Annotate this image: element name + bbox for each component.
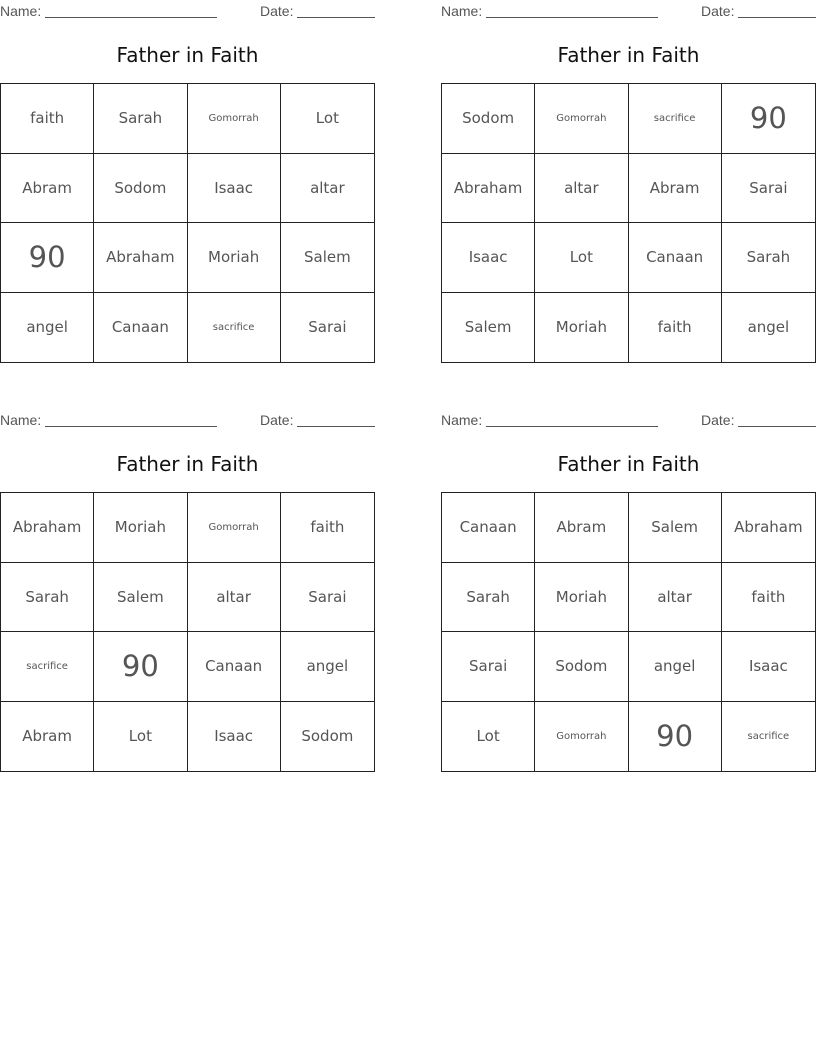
grid-cell: Sarah: [722, 223, 815, 293]
name-blank-line: [486, 426, 658, 427]
grid-cell: Abraham: [722, 493, 815, 563]
grid-cell: Moriah: [535, 563, 628, 633]
grid-cell: Sarai: [442, 632, 535, 702]
grid-cell: Abram: [629, 154, 722, 224]
grid-cell: altar: [535, 154, 628, 224]
card-header: [441, 412, 816, 428]
card-title: Father in Faith: [116, 43, 259, 67]
grid-cell: Canaan: [629, 223, 722, 293]
card-header: [441, 3, 816, 19]
bingo-card: [441, 409, 816, 774]
bingo-card: [0, 0, 375, 365]
grid-cell: angel: [747, 318, 790, 337]
date-label: Date:: [701, 3, 735, 19]
grid-cell: altar: [281, 154, 374, 224]
grid-cell: Sarai: [281, 563, 374, 633]
grid-cell: angel: [1, 293, 94, 363]
grid-cell: Abraham: [1, 493, 94, 563]
name-blank-line: [45, 17, 217, 18]
grid-cell: Moriah: [94, 493, 187, 563]
grid-cell: Sodom: [442, 84, 535, 154]
date-label: Date:: [260, 3, 294, 19]
grid-cell: faith: [1, 84, 94, 154]
grid-cell: sacrifice: [1, 632, 94, 702]
grid-cell: Lot: [535, 223, 628, 293]
bingo-grid: [0, 492, 375, 772]
grid-cell: Moriah: [535, 293, 628, 363]
grid-cell: Canaan: [442, 493, 535, 563]
card-title: Father in Faith: [557, 452, 700, 476]
grid-cell: Salem: [629, 493, 722, 563]
grid-cell: Gomorrah: [188, 84, 281, 154]
grid-cell: Sarah: [94, 84, 187, 154]
grid-cell: Gomorrah: [535, 702, 628, 772]
grid-cell: 90: [94, 632, 187, 702]
grid-cell: Canaan: [94, 293, 187, 363]
grid-cell: Sodom: [94, 154, 187, 224]
bingo-grid: [441, 492, 816, 772]
grid-cell: Salem: [442, 293, 535, 363]
date-blank-line: [297, 426, 375, 427]
grid-cell: Isaac: [188, 154, 281, 224]
grid-cell: altar: [188, 563, 281, 633]
grid-cell: Moriah: [188, 223, 281, 293]
grid-cell: sacrifice: [629, 84, 722, 154]
grid-cell: Gomorrah: [535, 84, 628, 154]
name-label: Name:: [441, 3, 483, 19]
grid-cell: Sarah: [1, 563, 94, 633]
bingo-card: [441, 0, 816, 365]
grid-cell: sacrifice: [188, 293, 281, 363]
grid-cell: angel: [281, 632, 374, 702]
grid-cell: faith: [281, 493, 374, 563]
date-blank-line: [738, 17, 816, 18]
name-label: Name:: [0, 412, 42, 428]
grid-cell: Sarai: [308, 318, 347, 337]
grid-cell: Sodom: [301, 727, 354, 746]
grid-cell: Sarai: [722, 154, 815, 224]
grid-cell: Isaac: [722, 632, 815, 702]
date-label: Date:: [701, 412, 735, 428]
grid-cell: Sodom: [535, 632, 628, 702]
grid-cell: 90: [1, 223, 94, 293]
grid-cell: Canaan: [188, 632, 281, 702]
grid-cell: altar: [629, 563, 722, 633]
grid-cell: Abraham: [94, 223, 187, 293]
grid-cell: Salem: [281, 223, 374, 293]
bingo-grid: [441, 83, 816, 363]
bingo-card: [0, 409, 375, 774]
name-blank-line: [486, 17, 658, 18]
grid-cell: faith: [722, 563, 815, 633]
grid-cell: Abram: [1, 702, 94, 772]
bingo-grid: [0, 83, 375, 363]
grid-cell: 90: [722, 84, 815, 154]
grid-cell: sacrifice: [747, 730, 790, 742]
grid-cell: Lot: [442, 702, 535, 772]
name-label: Name:: [0, 3, 42, 19]
grid-cell: faith: [629, 293, 722, 363]
grid-cell: Isaac: [442, 223, 535, 293]
name-blank-line: [45, 426, 217, 427]
grid-cell: Isaac: [188, 702, 281, 772]
card-header: [0, 3, 375, 19]
name-label: Name:: [441, 412, 483, 428]
grid-cell: Abram: [1, 154, 94, 224]
card-title: Father in Faith: [557, 43, 700, 67]
grid-cell: Salem: [94, 563, 187, 633]
grid-cell: Abraham: [442, 154, 535, 224]
card-title: Father in Faith: [116, 452, 259, 476]
date-blank-line: [738, 426, 816, 427]
grid-cell: Sarah: [442, 563, 535, 633]
grid-cell: angel: [629, 632, 722, 702]
grid-cell: Lot: [281, 84, 374, 154]
grid-cell: Lot: [94, 702, 187, 772]
grid-cell: Abram: [535, 493, 628, 563]
date-label: Date:: [260, 412, 294, 428]
grid-cell: 90: [629, 702, 722, 772]
grid-cell: Gomorrah: [188, 493, 281, 563]
date-blank-line: [297, 17, 375, 18]
card-header: [0, 412, 375, 428]
